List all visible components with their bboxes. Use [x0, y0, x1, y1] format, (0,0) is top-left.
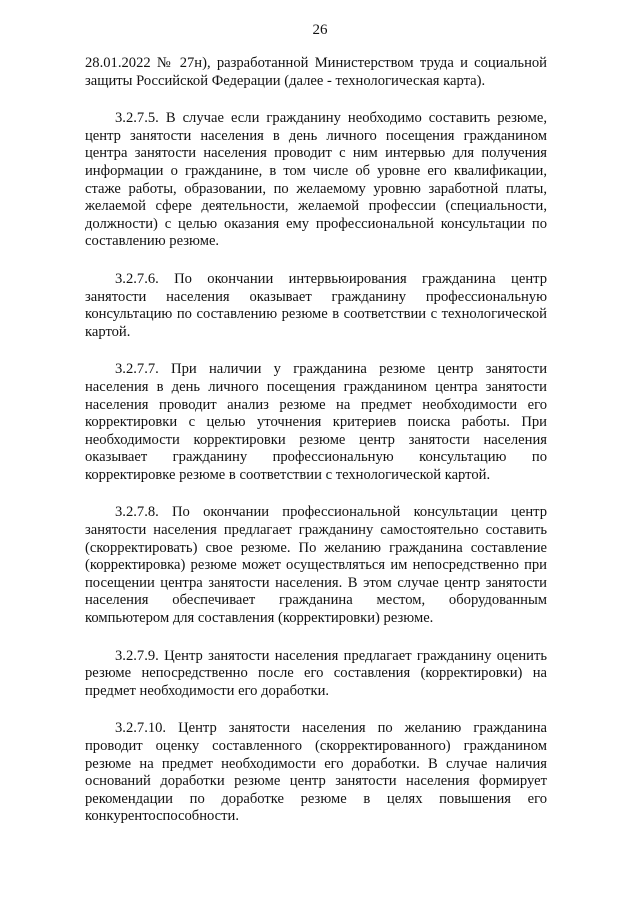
paragraph-3-2-7-6: 3.2.7.6. По окончании интервьюирования гражданина центр занятости населения оказывает гражданину профессиональную консультацию по составлению резюме в соответствии с технологической картой. — [85, 270, 547, 340]
paragraph-3-2-7-10: 3.2.7.10. Центр занятости населения по желанию гражданина проводит оценку составленного (скорректированного) гражданином резюме на предмет необходимости его доработки. В случае наличия оснований доработки резюме центр занятости населения формирует рекомендации по доработке резюме в целях повышения его конкурентоспособности. — [85, 720, 547, 825]
document-body — [85, 55, 547, 846]
paragraph-3-2-7-7: 3.2.7.7. При наличии у гражданина резюме центр занятости населения в день личного посещения гражданином центра занятости населения проводит анализ резюме на предмет необходимости его корректировки с целью уточнения критериев поиска работы. При необходимости корректировки резюме центр занятости населения оказывает гражданину профессиональную консультацию по корректировке резюме в соответствии с технологической картой. — [85, 361, 547, 483]
paragraph-3-2-7-9: 3.2.7.9. Центр занятости населения предлагает гражданину оценить резюме непосредственно после его составления (корректировки) на предмет необходимости его доработки. — [85, 647, 547, 699]
page-number: 26 — [312, 22, 328, 38]
paragraph-3-2-7-5: 3.2.7.5. В случае если гражданину необходимо составить резюме, центр занятости населения в день личного посещения гражданином центра занятости населения проводит с ним интервью для получения информации о гражданине, в том числе об уровне его квалификации, стаже работы, образовании, по желаемому уровню заработной платы, желаемой сфере деятельности, желаемой профессии (специальности, должности) с целью оказания ему профессиональной консультации по составлению резюме. — [85, 110, 547, 250]
paragraph-continuation: 28.01.2022 № 27н), разработанной Министерством труда и социальной защиты Российской Федерации (далее - технологическая карта). — [85, 55, 547, 89]
paragraph-3-2-7-8: 3.2.7.8. По окончании профессиональной консультации центр занятости населения предлагает гражданину самостоятельно составить (скорректировать) свое резюме. По желанию гражданина составление (корректировка) резюме может осуществляться им непосредственно при посещении центра занятости населения. В этом случае центр занятости населения обеспечивает гражданина местом, оборудованным компьютером для составления (корректировки) резюме. — [85, 504, 547, 627]
